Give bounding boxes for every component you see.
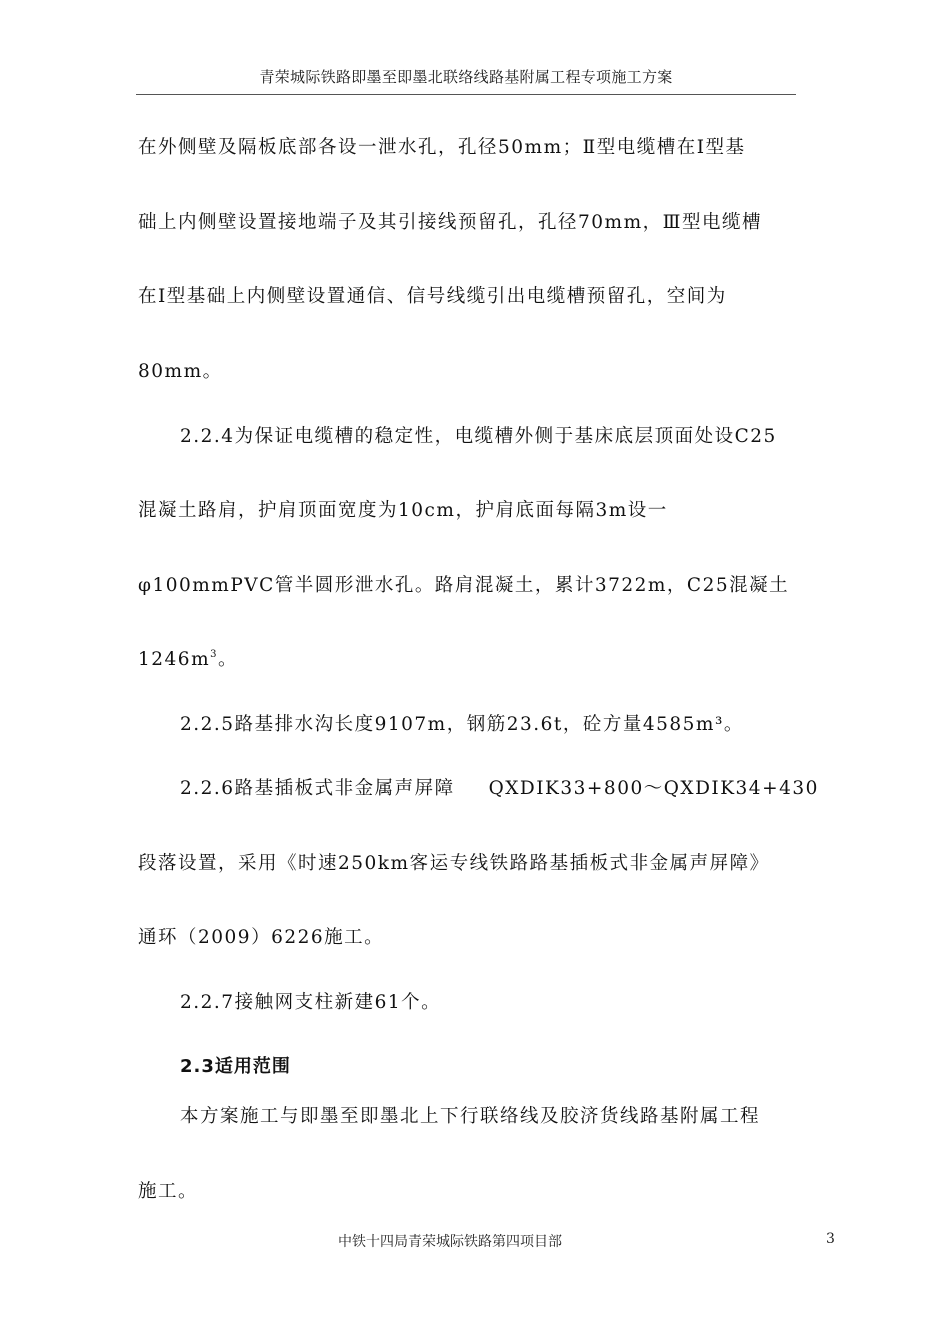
paragraph-line: 通环（2009）6226施工。 xyxy=(138,927,385,948)
paragraph-line: 2.2.5路基排水沟长度9107m，钢筋23.6t，砼方量4585m³。 xyxy=(180,714,744,735)
paragraph-line: 2.2.7接触网支柱新建61个。 xyxy=(180,992,442,1013)
paragraph-line-volume xyxy=(138,647,238,673)
paragraph-line: 混凝土路肩，护肩顶面宽度为10cm，护肩底面每隔3m设一 xyxy=(138,500,668,521)
page-number: 3 xyxy=(826,1231,835,1247)
footer-organization: 中铁十四局青荣城际铁路第四项目部 xyxy=(338,1234,562,1250)
paragraph-line: 80mm。 xyxy=(138,361,223,382)
page-header-title: 青荣城际铁路即墨至即墨北联络线路基附属工程专项施工方案 xyxy=(259,68,673,86)
paragraph-line: 础上内侧壁设置接地端子及其引接线预留孔，孔径70mm，Ⅲ型电缆槽 xyxy=(138,212,762,233)
paragraph-line: 在Ⅰ型基础上内侧壁设置通信、信号线缆引出电缆槽预留孔，空间为 xyxy=(138,286,727,307)
header-divider xyxy=(136,94,796,95)
volume-tail: 。 xyxy=(218,649,239,670)
section-heading: 2.3适用范围 xyxy=(180,1056,291,1077)
volume-value: 1246m xyxy=(138,649,211,670)
paragraph-line: 2.2.4为保证电缆槽的稳定性，电缆槽外侧于基床底层顶面处设C25 xyxy=(180,426,777,447)
paragraph-line: 施工。 xyxy=(138,1181,199,1202)
sound-barrier-label: 2.2.6路基插板式非金属声屏障 xyxy=(180,778,455,799)
volume-superscript: 3 xyxy=(210,649,218,660)
paragraph-line: 段落设置，采用《时速250km客运专线铁路路基插板式非金属声屏障》 xyxy=(138,853,770,874)
paragraph-line: φ100mmPVC管半圆形泄水孔。路肩混凝土，累计3722m，C25混凝土 xyxy=(138,575,790,596)
paragraph-line: 本方案施工与即墨至即墨北上下行联络线及胶济货线路基附属工程 xyxy=(180,1106,761,1127)
paragraph-line: 在外侧壁及隔板底部各设一泄水孔，孔径50mm；Ⅱ型电缆槽在Ⅰ型基 xyxy=(138,137,746,158)
paragraph-line-sound-barrier xyxy=(180,776,819,802)
mileage-range: QXDIK33+800～QXDIK34+430 xyxy=(488,778,819,799)
